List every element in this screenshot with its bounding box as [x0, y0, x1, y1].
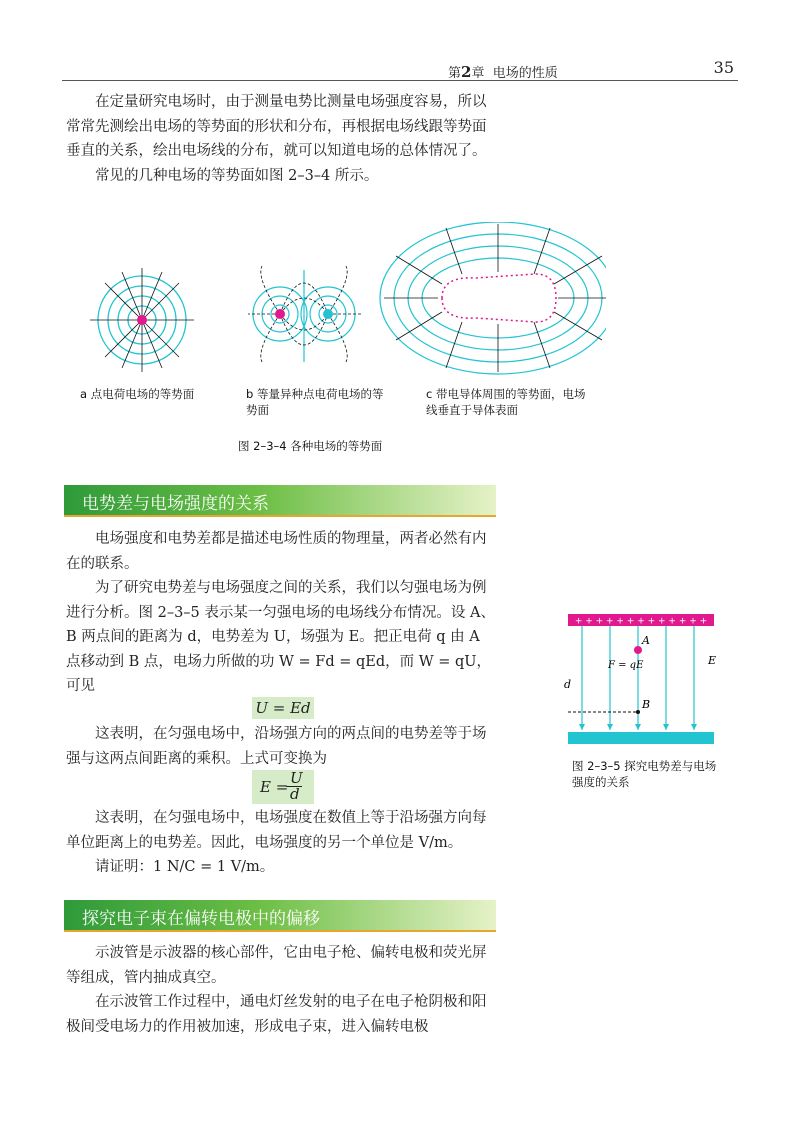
caption-a: a 点电荷电场的等势面: [80, 387, 195, 401]
figure-equipotential-surfaces: [66, 222, 606, 462]
equation-u-ed: U = Ed: [252, 697, 314, 719]
section1-text-2: [66, 722, 496, 771]
section-heading: 电势差与电场强度的关系: [64, 485, 496, 517]
paragraph: 请证明：1 N/C = 1 V/m。: [95, 859, 275, 875]
paragraph: 示波管是示波器的核心部件，它由电子枪、偏转电极和荧光屏等组成，管内抽成真空。: [66, 945, 487, 986]
figure-a-point-charge: [90, 268, 194, 372]
page-number: 35: [713, 58, 734, 77]
label-distance: d: [564, 678, 572, 691]
label-force: F = qE: [608, 660, 644, 671]
chapter-label: 第2章 电场的性质: [448, 63, 558, 81]
paragraph: 为了研究电势差与电场强度之间的关系，我们以匀强电场为例进行分析。图 2–3–5 表示某一匀强电场的电场线分布情况。设 A、B 两点间的距离为 d，电势差为 U，场强为 E。把正电荷 q 由 A 点移动到 B 点，电场力所做的功 W = Fd = qEd，而 W = qU，可见: [66, 580, 495, 694]
section2-text: [66, 941, 496, 1039]
paragraph: 这表明，在匀强电场中，电场强度在数值上等于沿场强方向每单位距离上的电势差。因此，电场强度的另一个单位是 V/m。: [66, 810, 487, 851]
intro-paragraph: 常见的几种电场的等势面如图 2–3–4 所示。: [95, 167, 379, 184]
intro-text: [66, 90, 496, 188]
running-header: [62, 56, 738, 81]
figure-b-dipole: [248, 266, 362, 362]
intro-paragraph: 在定量研究电场时，由于测量电势比测量电场强度容易，所以常常先测绘出电场的等势面的形状和分布，再根据电场线跟等势面垂直的关系，绘出电场线的分布，就可以知道电场的总体情况了。: [66, 94, 487, 159]
paragraph: 这表明，在匀强电场中，沿场强方向的两点间的电势差等于场强与这两点间距离的乘积。上式可变换为: [66, 726, 487, 767]
section1-text-3: [66, 806, 496, 880]
label-field: E: [708, 654, 717, 667]
figure-uniform-field: [562, 610, 732, 750]
figure-title: 图 2–3–4 各种电场的等势面: [238, 439, 383, 453]
plus-charges: + + + + + + + + + + + + +: [574, 616, 708, 627]
caption-c: c 带电导体周围的等势面，电场线垂直于导体表面: [426, 387, 586, 417]
figure-2-3-5-caption: 图 2–3–5 探究电势差与电场强度的关系: [572, 759, 717, 789]
figure-c-conductor: [380, 222, 606, 374]
label-a: A: [642, 634, 650, 647]
section1-text: [66, 527, 496, 699]
paragraph: 在示波管工作过程中，通电灯丝发射的电子在电子枪阴极和阳极间受电场力的作用被加速，形成电子束，进入偏转电极: [66, 994, 487, 1035]
caption-b: b 等量异种点电荷电场的等势面: [246, 387, 384, 417]
section-heading-2: 探究电子束在偏转电极中的偏移: [64, 900, 496, 932]
equation-e-ud: E = U d: [252, 770, 314, 804]
label-b: B: [642, 698, 651, 711]
paragraph: 电场强度和电势差都是描述电场性质的物理量，两者必然有内在的联系。: [66, 531, 487, 572]
